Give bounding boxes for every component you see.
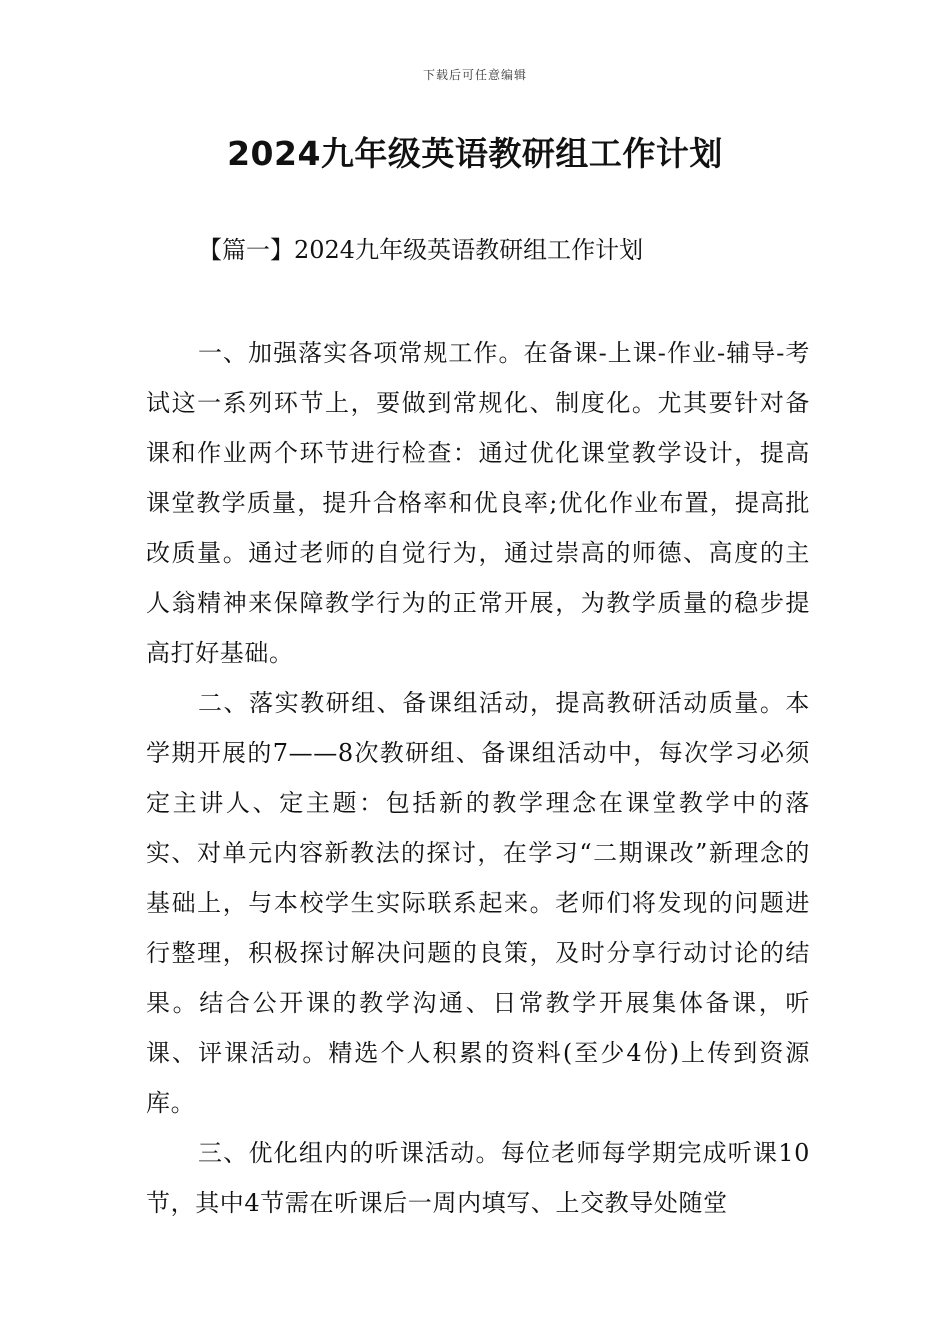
section-subtitle: 【篇一】2024九年级英语教研组工作计划 <box>198 236 644 264</box>
body-text <box>146 328 810 1228</box>
paragraph-2: 二、落实教研组、备课组活动，提高教研活动质量。本学期开展的7——8次教研组、备课组活动中，每次学习必须定主讲人、定主题：包括新的教学理念在课堂教学中的落实、对单元内容新教法的探讨，在学习“二期课改”新理念的基础上，与本校学生实际联系起来。老师们将发现的问题进行整理，积极探讨解决问题的良策，及时分享行动讨论的结果。结合公开课的教学沟通、日常教学开展集体备课，听课、评课活动。精选个人积累的资料(至少4份)上传到资源库。 <box>146 689 810 1117</box>
header-note: 下载后可任意编辑 <box>422 68 527 82</box>
document-title: 2024九年级英语教研组工作计划 <box>227 134 723 173</box>
paragraph-1: 一、加强落实各项常规工作。在备课-上课-作业-辅导-考试这一系列环节上，要做到常规化、制度化。尤其要针对备课和作业两个环节进行检查：通过优化课堂教学设计，提高课堂教学质量，提升合格率和优良率;优化作业布置，提高批改质量。通过老师的自觉行为，通过崇高的师德、高度的主人翁精神来保障教学行为的正常开展，为教学质量的稳步提高打好基础。 <box>146 339 810 667</box>
paragraph-3: 三、优化组内的听课活动。每位老师每学期完成听课10节，其中4节需在听课后一周内填写、上交教导处随堂 <box>146 1139 810 1217</box>
